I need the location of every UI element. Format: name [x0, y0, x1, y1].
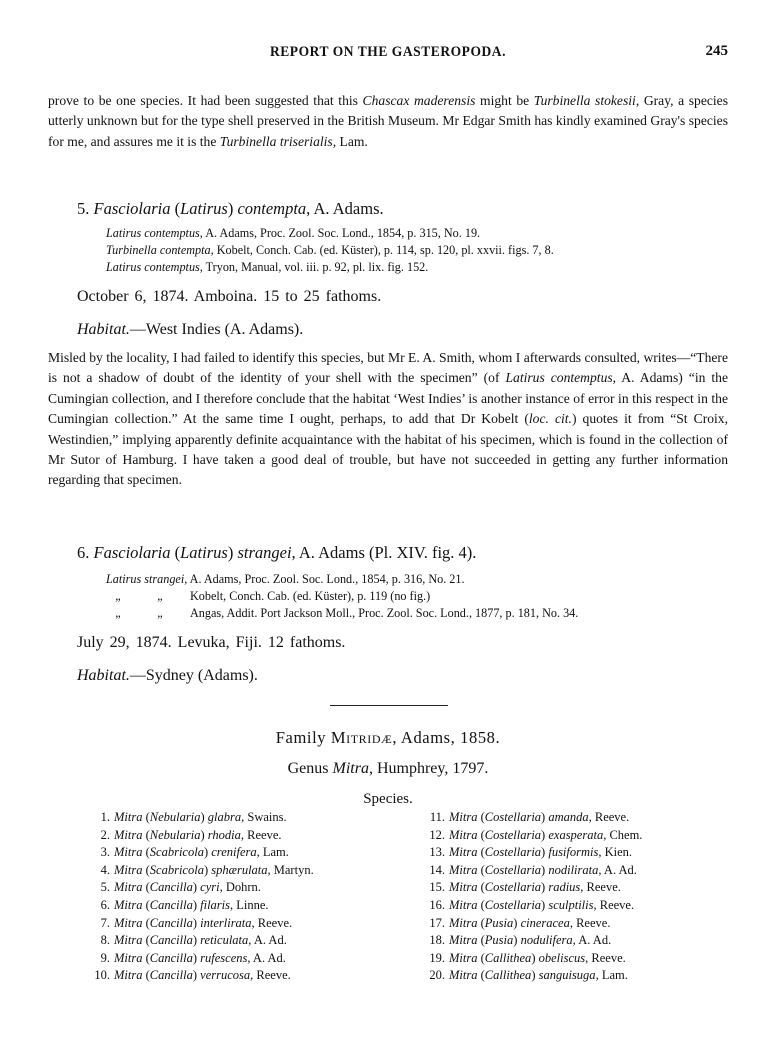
ditto-mark: „: [115, 589, 121, 603]
family-name: Mitridæ: [330, 728, 393, 747]
species-number: 17.: [429, 915, 445, 930]
running-head: [48, 44, 728, 68]
species-name: Mitra (Cancilla) interlirata, Reeve.: [114, 915, 293, 930]
species-number: 8.: [100, 933, 110, 948]
species-entry: [84, 915, 314, 933]
synonym-citation: Angas, Addit. Port Jackson Moll., Proc. Zool. Soc. Lond., 1877, p. 181, No. 34.: [190, 606, 579, 620]
species-name: Mitra (Costellaria) fusiformis, Kien.: [449, 845, 633, 860]
species-name: Mitra (Costellaria) nodilirata, A. Ad.: [449, 862, 637, 877]
ditto-mark: „: [157, 589, 163, 603]
section-divider: [330, 705, 448, 706]
species-name: Mitra (Nebularia) glabra, Swains.: [114, 810, 287, 824]
species-name: Mitra (Costellaria) exasperata, Chem.: [449, 827, 643, 842]
species-entry: [84, 809, 314, 827]
species-entry: [84, 967, 314, 985]
species-name: Mitra (Costellaria) radius, Reeve.: [449, 880, 621, 895]
species-entry: [84, 844, 314, 862]
species-name: Mitra (Cancilla) cyri, Dohrn.: [114, 880, 261, 895]
species-number: 15.: [429, 880, 445, 895]
species-name: Mitra (Scabricola) sphærulata, Martyn.: [114, 862, 314, 877]
species-entry: [419, 967, 642, 985]
species-entry: [84, 879, 314, 897]
species-name: Mitra (Scabricola) crenifera, Lam.: [114, 845, 289, 860]
synonym-line: Latirus contemptus, Tryon, Manual, vol. iii. p. 92, pl. lix. fig. 152.: [106, 260, 429, 274]
species-number: 13.: [429, 845, 445, 860]
species-6-heading: 6. Fasciolaria (Latirus) strangei, A. Adams (Pl. XIV. fig. 4).: [77, 543, 477, 562]
page-number: 245: [705, 43, 728, 59]
species-5-heading: 5. Fasciolaria (Latirus) contempta, A. Adams.: [77, 199, 384, 218]
species-number: 11.: [429, 810, 445, 824]
species-list-left: [84, 809, 314, 985]
species-5-station: October 6, 1874. Amboina. 15 to 25 fathoms.: [77, 288, 382, 305]
species-name: Mitra (Nebularia) rhodia, Reeve.: [114, 827, 282, 842]
species-entry: [419, 932, 642, 950]
species-number: 7.: [100, 915, 110, 930]
species-entry: [419, 827, 642, 845]
species-name: Mitra (Cancilla) filaris, Linne.: [114, 897, 269, 912]
species-name: Mitra (Costellaria) amanda, Reeve.: [449, 810, 630, 824]
synonym-line: Latirus contemptus, A. Adams, Proc. Zool. Soc. Lond., 1854, p. 315, No. 19.: [106, 226, 481, 240]
species-name: Mitra (Pusia) cineracea, Reeve.: [449, 915, 611, 930]
species-list-title: Species.: [363, 791, 413, 807]
discussion-paragraph: Misled by the locality, I had failed to identify this species, but Mr E. A. Smith, whom I afterwards consulted, writes—“There is not a shadow of doubt of the identity of your shell with the specimen” (of Latirus contemptus, A. Adams) “in the Cumingian collection, and I therefore conclude that the habitat ‘West Indies’ is another instance of error in this respect in the Cumingian collection.” At the same time I ought, perhaps, to add that Dr Kobelt (loc. cit.) quotes it from “St Croix, Westindien,” implying apparently definite acquaintance with the habitat of his specimen, which is found in the collection of Mr Sutor of Hamburg. I have taken a good deal of trouble, but have not succeeded in getting any further information regarding that specimen.: [48, 350, 728, 488]
species-number: 10.: [94, 968, 110, 983]
species-name: Mitra (Cancilla) verrucosa, Reeve.: [114, 968, 291, 983]
ditto-mark: „: [115, 606, 121, 620]
synonym-line: Turbinella contempta, Kobelt, Conch. Cab. (ed. Küster), p. 114, sp. 120, pl. xxvii. figs. 7, 8.: [106, 243, 554, 257]
genus-heading: Genus Mitra, Humphrey, 1797.: [287, 760, 489, 777]
species-entry: [84, 950, 314, 968]
species-entry: [419, 862, 642, 880]
family-author: , Adams, 1858.: [392, 728, 501, 747]
species-name: Mitra (Callithea) sanguisuga, Lam.: [449, 968, 628, 983]
species-name: Mitra (Costellaria) sculptilis, Reeve.: [449, 897, 635, 912]
species-number: 16.: [429, 897, 445, 912]
species-6-station: July 29, 1874. Levuka, Fiji. 12 fathoms.: [77, 634, 346, 651]
family-word: Family: [275, 728, 327, 747]
species-number: 6.: [100, 897, 110, 912]
species-name: Mitra (Callithea) obeliscus, Reeve.: [449, 950, 626, 965]
species-number: 3.: [100, 845, 110, 860]
species-5-synonymy: [106, 225, 706, 276]
species-6-synonymy: [106, 571, 706, 622]
species-number: 5.: [100, 880, 110, 895]
synonym-line-ditto: [106, 588, 706, 605]
species-entry: [84, 827, 314, 845]
species-entry: [419, 879, 642, 897]
species-name: Mitra (Pusia) nodulifera, A. Ad.: [449, 933, 612, 948]
species-number: 19.: [429, 950, 445, 965]
species-number: 4.: [100, 862, 110, 877]
species-entry: [419, 809, 642, 827]
species-list-right: [419, 809, 642, 985]
synonym-line-ditto: [106, 605, 706, 622]
species-name: Mitra (Cancilla) rufescens, A. Ad.: [114, 950, 286, 965]
synonym-citation: Kobelt, Conch. Cab. (ed. Küster), p. 119 (no fig.): [190, 589, 431, 603]
species-entry: [419, 844, 642, 862]
ditto-mark: „: [157, 606, 163, 620]
species-entry: [84, 897, 314, 915]
species-number: 2.: [100, 827, 110, 842]
species-number: 9.: [100, 950, 110, 965]
synonym-line: Latirus strangei, A. Adams, Proc. Zool. Soc. Lond., 1854, p. 316, No. 21.: [106, 572, 465, 586]
species-number: 18.: [429, 933, 445, 948]
species-5-habitat: Habitat.—West Indies (A. Adams).: [77, 321, 304, 338]
species-6-habitat: Habitat.—Sydney (Adams).: [77, 667, 258, 684]
species-entry: [84, 932, 314, 950]
family-heading: [0, 728, 776, 748]
species-entry: [419, 950, 642, 968]
species-entry: [419, 897, 642, 915]
intro-paragraph: prove to be one species. It had been suggested that this Chascax maderensis might be Turbinella stokesii, Gray, a species utterly unknown but for the type shell preserved in the British Museum. Mr Edgar Smith has kindly examined Gray's species for me, and assures me it is the Turbinella triserialis, Lam.: [48, 93, 729, 149]
species-number: 12.: [429, 827, 445, 842]
species-entry: [84, 862, 314, 880]
species-number: 1.: [100, 810, 110, 824]
species-number: 14.: [429, 862, 445, 877]
species-entry: [419, 915, 642, 933]
species-number: 20.: [429, 968, 445, 983]
running-title: REPORT ON THE GASTEROPODA.: [269, 44, 507, 60]
species-name: Mitra (Cancilla) reticulata, A. Ad.: [114, 933, 287, 948]
